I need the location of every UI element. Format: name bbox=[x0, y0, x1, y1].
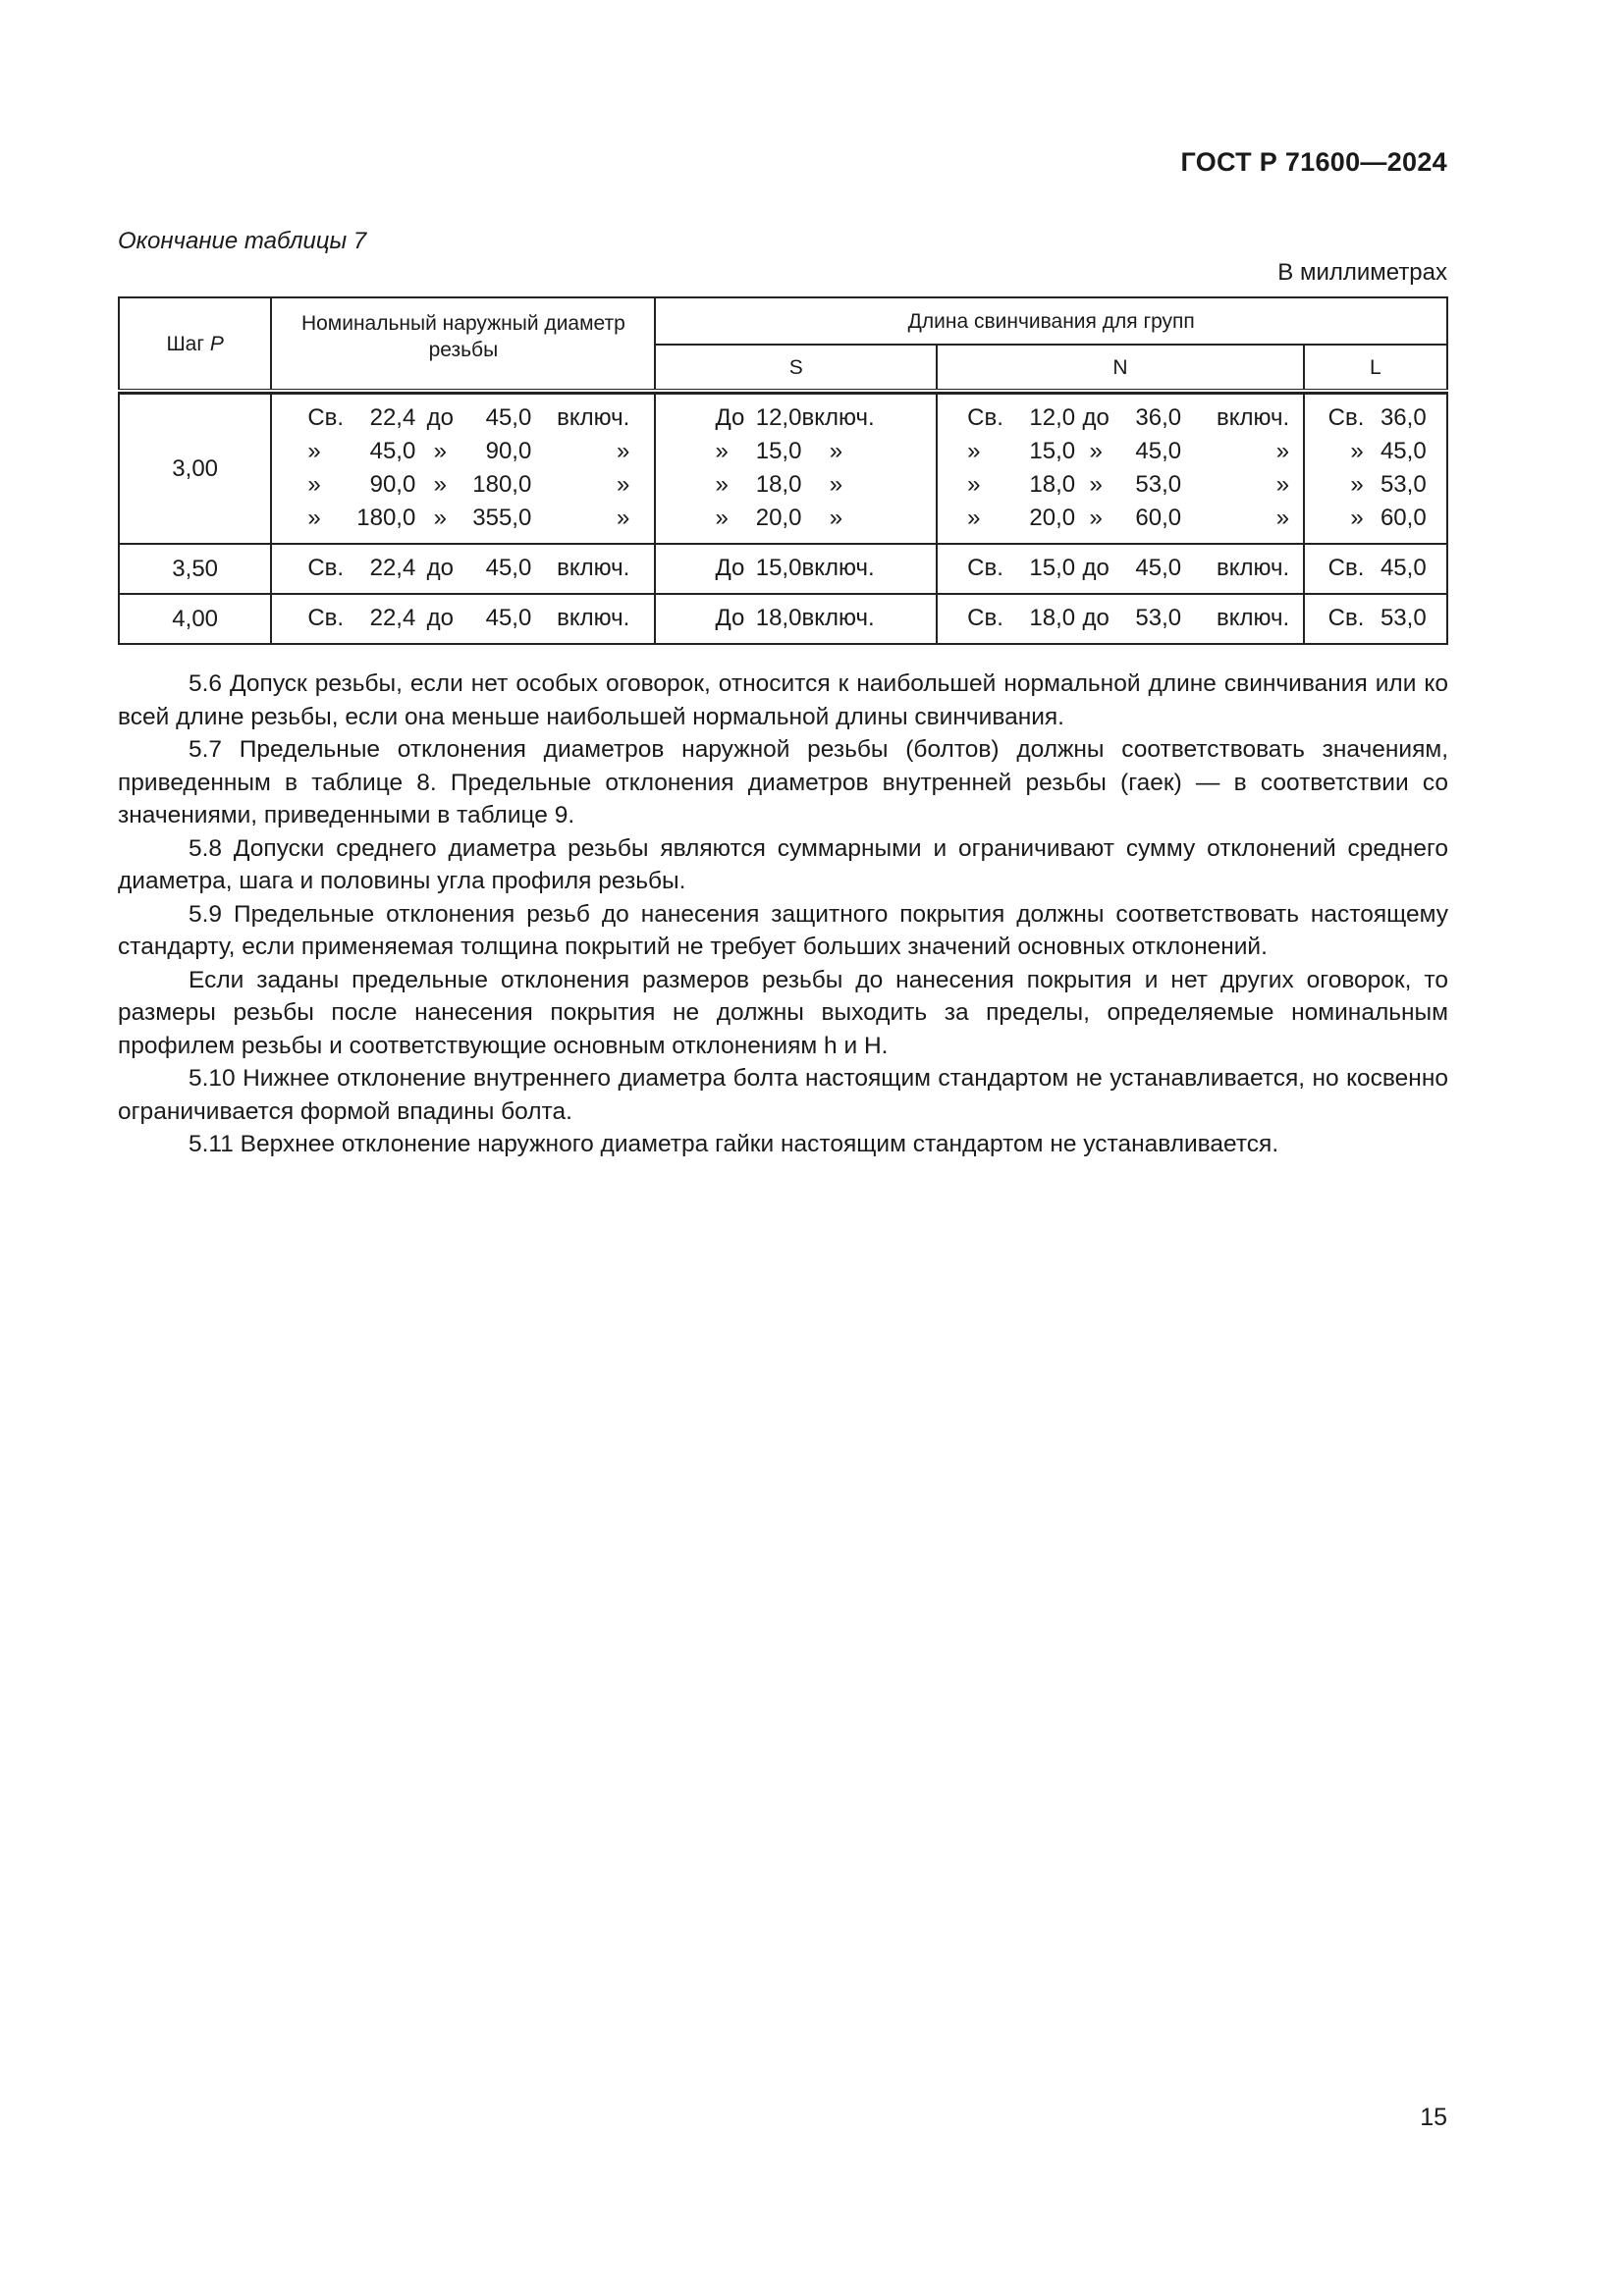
cell-token: до bbox=[426, 404, 454, 431]
header-step-symbol: P bbox=[209, 332, 224, 355]
header-diameter: Номинальный наружный диаметр резьбы bbox=[271, 297, 655, 391]
table-body bbox=[119, 394, 1447, 644]
cell-token: 53,0 bbox=[1135, 605, 1182, 631]
cell-token: 45,0 bbox=[1135, 438, 1182, 464]
cell-token: » bbox=[1350, 505, 1364, 531]
cell-token: включ. bbox=[1216, 555, 1290, 581]
cell-token: » bbox=[967, 505, 981, 531]
cell-token: Св. bbox=[1327, 605, 1365, 631]
cell-n bbox=[937, 594, 1304, 644]
paragraph: 5.8 Допуски среднего диаметра резьбы являются суммарными и ограничивают сумму отклонений среднего диаметра, шага и половины угла профиля резьбы. bbox=[118, 834, 1448, 894]
cell-diameter bbox=[271, 594, 655, 644]
cell-s bbox=[655, 394, 937, 544]
cell-token: » bbox=[1089, 471, 1103, 498]
paragraph: Если заданы предельные отклонения размеров резьбы до нанесения покрытия и нет других оговорок, то размеры резьбы после нанесения покрытия не должны выходить за пределы, определяемые номинальным профилем резьбы и соответствующие основным отклонениям h и H. bbox=[118, 966, 1448, 1059]
cell-token: 90,0 bbox=[369, 471, 416, 498]
table-units: В миллиметрах bbox=[1277, 259, 1447, 286]
header-group-n: N bbox=[937, 345, 1304, 391]
cell-step: 3,50 bbox=[119, 544, 271, 594]
cell-token: » bbox=[715, 471, 729, 498]
cell-token: Св. bbox=[307, 605, 345, 631]
cell-token: включ. bbox=[1216, 605, 1290, 631]
paragraph: 5.11 Верхнее отклонение наружного диаметра гайки настоящим стандартом не устанавливается. bbox=[189, 1131, 1279, 1157]
cell-token: Св. bbox=[1327, 404, 1365, 431]
cell-token: до bbox=[1082, 555, 1110, 581]
table-row bbox=[119, 394, 1447, 544]
cell-token: » bbox=[1089, 505, 1103, 531]
cell-token: Св. bbox=[1327, 555, 1365, 581]
cell-token: 18,0 bbox=[1029, 605, 1076, 631]
cell-token: 20,0 bbox=[1029, 505, 1076, 531]
cell-token: 36,0 bbox=[1135, 404, 1182, 431]
cell-token: 45,0 bbox=[369, 438, 416, 464]
cell-token: Св. bbox=[307, 404, 345, 431]
cell-token: » bbox=[715, 438, 729, 464]
cell-token: включ. bbox=[801, 555, 875, 581]
cell-token: 90,0 bbox=[485, 438, 532, 464]
cell-token: » bbox=[715, 505, 729, 531]
cell-token: 15,0 bbox=[755, 555, 802, 581]
header-length: Длина свинчивания для групп bbox=[655, 297, 1447, 345]
cell-token: » bbox=[967, 438, 981, 464]
cell-token: До bbox=[715, 404, 745, 431]
paragraph: 5.7 Предельные отклонения диаметров наружной резьбы (болтов) должны соответствовать значениям, приведенным в таблице 8. Предельные отклонения диаметров внутренней резьбы (гаек) — в соответствии со значениями, приведенными в таблице 9. bbox=[118, 736, 1448, 828]
cell-step: 4,00 bbox=[119, 594, 271, 644]
paragraph: 5.9 Предельные отклонения резьб до нанесения защитного покрытия должны соответствовать настоящему стандарту, если применяемая толщина покрытий не требует больших значений основных отклонений. bbox=[118, 900, 1448, 960]
cell-token: включ. bbox=[557, 605, 630, 631]
table-row bbox=[119, 544, 1447, 594]
cell-token: До bbox=[715, 555, 745, 581]
cell-token: 45,0 bbox=[485, 605, 532, 631]
header-step bbox=[119, 297, 271, 391]
cell-token: 355,0 bbox=[472, 505, 532, 531]
cell-token: » bbox=[829, 505, 843, 531]
cell-l bbox=[1304, 594, 1447, 644]
body-text bbox=[118, 667, 1448, 1161]
cell-token: 45,0 bbox=[485, 404, 532, 431]
cell-token: 45,0 bbox=[1135, 555, 1182, 581]
cell-token: » bbox=[1350, 471, 1364, 498]
cell-token: 15,0 bbox=[1029, 555, 1076, 581]
cell-token: » bbox=[433, 471, 447, 498]
cell-token: » bbox=[433, 438, 447, 464]
cell-token: До bbox=[715, 605, 745, 631]
cell-token: 18,0 bbox=[1029, 471, 1076, 498]
cell-token: 53,0 bbox=[1380, 471, 1427, 498]
table-7 bbox=[118, 296, 1448, 645]
cell-token: Св. bbox=[307, 555, 345, 581]
cell-token: » bbox=[433, 505, 447, 531]
cell-token: 45,0 bbox=[1380, 555, 1427, 581]
cell-token: » bbox=[829, 471, 843, 498]
cell-token: » bbox=[829, 438, 843, 464]
cell-token: » bbox=[616, 471, 630, 498]
cell-token: 15,0 bbox=[755, 438, 802, 464]
cell-s bbox=[655, 594, 937, 644]
cell-diameter bbox=[271, 544, 655, 594]
cell-token: 20,0 bbox=[755, 505, 802, 531]
cell-token: 180,0 bbox=[356, 505, 416, 531]
cell-token: 45,0 bbox=[485, 555, 532, 581]
cell-s bbox=[655, 544, 937, 594]
cell-token: » bbox=[1275, 471, 1290, 498]
cell-token: 22,4 bbox=[369, 555, 416, 581]
cell-token: » bbox=[967, 471, 981, 498]
cell-token: 12,0 bbox=[755, 404, 802, 431]
cell-token: 53,0 bbox=[1135, 471, 1182, 498]
page-number: 15 bbox=[1420, 2104, 1447, 2131]
cell-token: 18,0 bbox=[755, 605, 802, 631]
cell-token: » bbox=[1275, 438, 1290, 464]
cell-token: 22,4 bbox=[369, 404, 416, 431]
header-step-label: Шаг bbox=[166, 332, 205, 355]
table-row bbox=[119, 594, 1447, 644]
cell-token: 12,0 bbox=[1029, 404, 1076, 431]
cell-token: » bbox=[307, 471, 321, 498]
cell-n bbox=[937, 394, 1304, 544]
cell-token: 53,0 bbox=[1380, 605, 1427, 631]
cell-token: включ. bbox=[557, 404, 630, 431]
paragraph: 5.6 Допуск резьбы, если нет особых оговорок, относится к наибольшей нормальной длине свинчивания или ко всей длине резьбы, если она меньше наибольшей нормальной длины свинчивания. bbox=[118, 670, 1448, 730]
table-header-row bbox=[119, 297, 1447, 345]
cell-token: » bbox=[1350, 438, 1364, 464]
document-code: ГОСТ Р 71600—2024 bbox=[1180, 147, 1447, 177]
paragraph: 5.10 Нижнее отклонение внутреннего диаметра болта настоящим стандартом не устанавливается, но косвенно ограничивается формой впадины болта. bbox=[118, 1065, 1448, 1125]
cell-token: включ. bbox=[1216, 404, 1290, 431]
cell-token: Св. bbox=[967, 555, 1003, 581]
cell-token: 22,4 bbox=[369, 605, 416, 631]
cell-token: до bbox=[1082, 605, 1110, 631]
cell-token: 15,0 bbox=[1029, 438, 1076, 464]
cell-token: до bbox=[1082, 404, 1110, 431]
cell-token: 18,0 bbox=[755, 471, 802, 498]
cell-n bbox=[937, 544, 1304, 594]
cell-token: включ. bbox=[801, 404, 875, 431]
cell-token: включ. bbox=[801, 605, 875, 631]
cell-token: 60,0 bbox=[1135, 505, 1182, 531]
cell-token: включ. bbox=[557, 555, 630, 581]
header-group-s: S bbox=[655, 345, 937, 391]
cell-diameter bbox=[271, 394, 655, 544]
cell-token: 60,0 bbox=[1380, 505, 1427, 531]
cell-token: 180,0 bbox=[472, 471, 532, 498]
cell-l bbox=[1304, 544, 1447, 594]
cell-step: 3,00 bbox=[119, 394, 271, 544]
cell-token: » bbox=[307, 505, 321, 531]
cell-token: Св. bbox=[967, 404, 1003, 431]
cell-l bbox=[1304, 394, 1447, 544]
cell-token: до bbox=[426, 605, 454, 631]
header-group-l: L bbox=[1304, 345, 1447, 391]
cell-token: до bbox=[426, 555, 454, 581]
cell-token: » bbox=[616, 505, 630, 531]
cell-token: » bbox=[616, 438, 630, 464]
cell-token: Св. bbox=[967, 605, 1003, 631]
cell-token: 45,0 bbox=[1380, 438, 1427, 464]
cell-token: » bbox=[1089, 438, 1103, 464]
cell-token: 36,0 bbox=[1380, 404, 1427, 431]
table-caption: Окончание таблицы 7 bbox=[118, 228, 367, 254]
cell-token: » bbox=[1275, 505, 1290, 531]
cell-token: » bbox=[307, 438, 321, 464]
